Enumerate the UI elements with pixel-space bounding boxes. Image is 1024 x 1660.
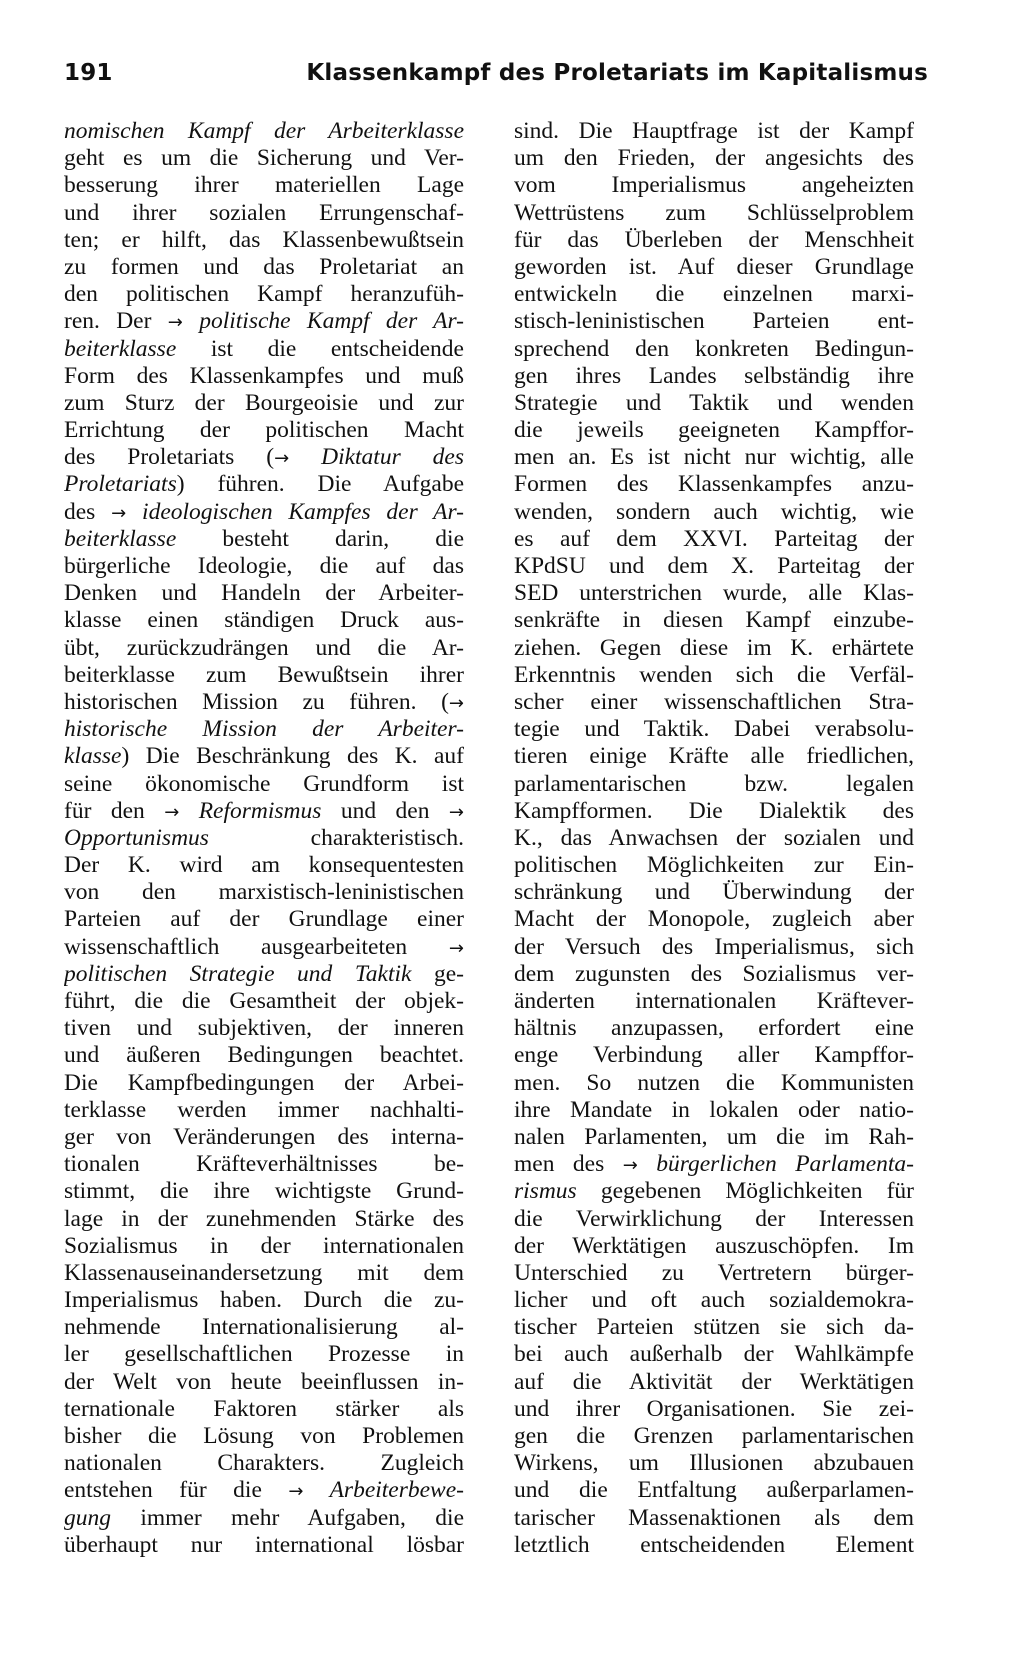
- text-segment: nehmende Internationalisierung al-: [64, 1314, 464, 1341]
- text-segment: der Werktätigen auszuschöpfen. Im: [514, 1232, 914, 1259]
- text-segment: schränkung und Überwindung der: [514, 879, 914, 906]
- text-line: [514, 607, 914, 634]
- italic-term: politische Kampf der Ar-: [182, 308, 464, 335]
- text-segment: ge-: [411, 960, 464, 987]
- text-segment: ist die entscheidende: [176, 335, 464, 362]
- text-segment: und den: [321, 797, 449, 824]
- text-segment: entstehen für die: [64, 1477, 289, 1504]
- text-line: [514, 363, 914, 390]
- text-line: [64, 689, 464, 716]
- text-segment: bei auch außerhalb der Wahlkämpfe: [514, 1341, 914, 1368]
- running-title: Klassenkampf des Proletariats im Kapitalismus: [306, 60, 928, 86]
- text-line: [514, 635, 914, 662]
- text-line: [514, 444, 914, 471]
- italic-term: beiterklasse: [64, 525, 177, 552]
- text-line: [514, 1015, 914, 1042]
- text-line: [64, 906, 464, 933]
- text-line: [64, 771, 464, 798]
- text-segment: Erkenntnis wenden sich die Verfäl-: [514, 661, 914, 688]
- text-segment: geworden ist. Auf dieser Grundlage: [514, 253, 914, 280]
- text-segment: und die Entfaltung außerparlamen-: [514, 1477, 914, 1504]
- text-line: [64, 1532, 464, 1559]
- text-line: [64, 200, 464, 227]
- text-segment: führt, die die Gesamtheit der objek-: [64, 988, 464, 1014]
- text-segment: wenden, sondern auch wichtig, wie: [514, 498, 914, 525]
- text-segment: charakteristisch.: [208, 824, 464, 851]
- text-line: [514, 771, 914, 798]
- text-line: [64, 499, 464, 526]
- text-line: [514, 1314, 914, 1341]
- text-segment: gegebenen Möglichkeiten für: [576, 1178, 914, 1205]
- text-segment: Wettrüstens zum Schlüsselproblem: [514, 199, 914, 226]
- text-segment: bisher die Lösung von Problemen: [64, 1423, 464, 1449]
- text-line: [64, 961, 464, 988]
- text-segment: tegie und Taktik. Dabei verabsolu-: [514, 716, 914, 743]
- text-segment: Strategie und Taktik und wenden: [514, 389, 914, 416]
- text-segment: Die Kampfbedingungen der Arbei-: [64, 1069, 464, 1096]
- text-line: [514, 1287, 914, 1314]
- text-line: [64, 798, 464, 825]
- text-segment: von den marxistisch-leninistischen: [64, 879, 464, 906]
- italic-term: beiterklasse: [64, 335, 177, 362]
- text-line: [64, 444, 464, 471]
- cross-reference-arrow-icon: →: [111, 502, 127, 524]
- italic-term: Proletariats: [64, 471, 177, 498]
- text-line: [514, 798, 914, 825]
- text-line: [64, 1477, 464, 1504]
- text-line: [514, 689, 914, 716]
- text-segment: Sozialismus in der internationalen: [64, 1232, 464, 1259]
- text-segment: ternationale Faktoren stärker als: [64, 1395, 464, 1422]
- text-segment: es auf dem XXVI. Parteitag der: [514, 525, 914, 552]
- text-segment: Errichtung der politischen Macht: [64, 417, 464, 444]
- text-line: [64, 743, 464, 770]
- text-segment: ) Die Beschränkung des K. auf: [121, 743, 464, 770]
- text-line: [514, 1369, 914, 1396]
- text-segment: bürgerliche Ideologie, die auf das: [64, 553, 464, 579]
- text-segment: letztlich entscheidenden Element: [514, 1531, 914, 1558]
- text-line: [514, 716, 914, 743]
- italic-term: nomischen Kampf der Arbeiterklasse: [64, 118, 464, 144]
- text-line: [64, 227, 464, 254]
- text-segment: änderten internationalen Kräftever-: [514, 988, 914, 1014]
- text-line: [514, 499, 914, 526]
- text-segment: vom Imperialismus angeheizten: [514, 172, 914, 199]
- text-line: [514, 1206, 914, 1233]
- text-line: [514, 1450, 914, 1477]
- text-line: [64, 1450, 464, 1477]
- page-number: 191: [64, 60, 113, 86]
- text-segment: übt, zurückzudrängen und die Ar-: [64, 634, 464, 661]
- text-line: [514, 118, 914, 145]
- text-segment: sind. Die Hauptfrage ist der Kampf: [514, 118, 914, 144]
- cross-reference-arrow-icon: →: [288, 1481, 304, 1503]
- text-line: [64, 417, 464, 444]
- text-line: [64, 1070, 464, 1097]
- text-segment: K., das Anwachsen der sozialen und: [514, 824, 914, 851]
- text-segment: den politischen Kampf heranzufüh-: [64, 281, 464, 308]
- text-line: [64, 1097, 464, 1124]
- text-line: [64, 934, 464, 961]
- text-segment: hältnis anzupassen, erfordert eine: [514, 1015, 914, 1042]
- text-segment: Denken und Handeln der Arbeiter-: [64, 580, 464, 607]
- text-line: [514, 879, 914, 906]
- text-line: [64, 1287, 464, 1314]
- page-header: [64, 60, 928, 96]
- text-line: [514, 308, 914, 335]
- text-segment: Macht der Monopole, zugleich aber: [514, 906, 914, 933]
- text-segment: tieren einige Kräfte alle friedlichen,: [514, 743, 914, 770]
- italic-term: ideologischen Kampfes der Ar-: [126, 498, 464, 525]
- left-text-column: [64, 118, 464, 1559]
- text-line: [64, 580, 464, 607]
- text-line: [514, 1260, 914, 1287]
- text-line: [64, 1042, 464, 1069]
- text-line: [514, 145, 914, 172]
- italic-term: rismus: [514, 1178, 577, 1205]
- text-segment: Form des Klassenkampfes und muß: [64, 362, 464, 389]
- text-line: [64, 526, 464, 553]
- text-segment: der Welt von heute beeinflussen in-: [64, 1368, 464, 1395]
- text-segment: sprechend den konkreten Bedingun-: [514, 335, 914, 362]
- text-segment: tischer Parteien stützen sie sich da-: [514, 1314, 914, 1341]
- text-line: [514, 526, 914, 553]
- text-line: [514, 281, 914, 308]
- right-text-column: [514, 118, 914, 1559]
- text-segment: zu formen und das Proletariat an: [64, 253, 464, 280]
- text-segment: Formen des Klassenkampfes anzu-: [514, 471, 914, 498]
- text-segment: ger von Veränderungen des interna-: [64, 1123, 464, 1150]
- text-segment: ) führen. Die Aufgabe: [176, 471, 464, 498]
- text-line: [64, 1369, 464, 1396]
- text-line: [514, 1423, 914, 1450]
- text-line: [514, 743, 914, 770]
- text-segment: überhaupt nur international lösbar: [64, 1531, 464, 1558]
- text-segment: und ihrer Organisationen. Sie zei-: [514, 1395, 914, 1422]
- text-segment: des Proletariats (: [64, 444, 275, 471]
- cross-reference-arrow-icon: →: [622, 1155, 638, 1177]
- cross-reference-arrow-icon: →: [448, 692, 464, 714]
- text-line: [64, 336, 464, 363]
- text-segment: politischen Möglichkeiten zur Ein-: [514, 852, 914, 879]
- text-line: [64, 172, 464, 199]
- text-line: [514, 172, 914, 199]
- text-line: [64, 852, 464, 879]
- text-segment: ren. Der: [64, 308, 168, 335]
- text-line: [514, 961, 914, 988]
- text-segment: für das Überleben der Menschheit: [514, 226, 914, 253]
- italic-term: bürgerlichen Parlamenta-: [637, 1151, 914, 1178]
- text-line: [514, 1477, 914, 1504]
- text-segment: dem zugunsten des Sozialismus ver-: [514, 960, 914, 987]
- text-line: [64, 825, 464, 852]
- text-line: [514, 336, 914, 363]
- text-line: [64, 471, 464, 498]
- text-line: [64, 553, 464, 580]
- text-line: [514, 825, 914, 852]
- text-segment: ihre Mandate in lokalen oder natio-: [514, 1096, 914, 1123]
- text-segment: tiven und subjektiven, der inneren: [64, 1015, 464, 1042]
- text-segment: stimmt, die ihre wichtigste Grund-: [64, 1178, 464, 1205]
- text-segment: Unterschied zu Vertretern bürger-: [514, 1259, 914, 1286]
- text-line: [64, 662, 464, 689]
- text-segment: zum Sturz der Bourgeoisie und zur: [64, 389, 464, 416]
- text-segment: für den: [64, 797, 165, 824]
- text-segment: men an. Es ist nicht nur wichtig, alle: [514, 444, 914, 471]
- text-line: [64, 118, 464, 145]
- text-segment: SED unterstrichen wurde, alle Klas-: [514, 580, 914, 607]
- text-segment: Der K. wird am konsequentesten: [64, 852, 464, 879]
- text-segment: Wirkens, um Illusionen abzubauen: [514, 1450, 914, 1477]
- cross-reference-arrow-icon: →: [164, 801, 180, 823]
- text-line: [514, 417, 914, 444]
- text-segment: der Versuch des Imperialismus, sich: [514, 933, 914, 960]
- text-line: [514, 471, 914, 498]
- text-line: [514, 1124, 914, 1151]
- cross-reference-arrow-icon: →: [448, 801, 464, 823]
- text-segment: men. So nutzen die Kommunisten: [514, 1069, 914, 1096]
- text-line: [514, 1233, 914, 1260]
- text-line: [64, 308, 464, 335]
- text-line: [514, 988, 914, 1015]
- text-line: [64, 1396, 464, 1423]
- text-line: [514, 1341, 914, 1368]
- cross-reference-arrow-icon: →: [448, 937, 464, 959]
- text-segment: geht es um die Sicherung und Ver-: [64, 145, 464, 172]
- text-segment: tionalen Kräfteverhältnisses be-: [64, 1151, 464, 1178]
- text-segment: ler gesellschaftlichen Prozesse in: [64, 1341, 464, 1368]
- cross-reference-arrow-icon: →: [274, 448, 290, 470]
- text-line: [514, 1151, 914, 1178]
- text-segment: Kampfformen. Die Dialektik des: [514, 797, 914, 824]
- text-segment: seine ökonomische Grundform ist: [64, 770, 464, 797]
- text-segment: Parteien auf der Grundlage einer: [64, 906, 464, 933]
- text-line: [514, 934, 914, 961]
- text-segment: parlamentarischen bzw. legalen: [514, 770, 914, 797]
- text-line: [64, 1314, 464, 1341]
- text-line: [64, 635, 464, 662]
- text-segment: Imperialismus haben. Durch die zu-: [64, 1287, 464, 1314]
- text-segment: nalen Parlamenten, um die im Rah-: [514, 1123, 914, 1150]
- text-line: [64, 1151, 464, 1178]
- text-line: [64, 1206, 464, 1233]
- text-line: [514, 390, 914, 417]
- text-segment: terklasse werden immer nachhalti-: [64, 1096, 464, 1123]
- text-line: [64, 281, 464, 308]
- italic-term: klasse: [64, 743, 122, 770]
- text-line: [514, 227, 914, 254]
- text-line: [514, 553, 914, 580]
- cross-reference-arrow-icon: →: [167, 312, 183, 334]
- text-line: [514, 1532, 914, 1559]
- italic-term: gung: [64, 1504, 111, 1531]
- text-segment: auf die Aktivität der Werktätigen: [514, 1368, 914, 1395]
- italic-term: historische Mission der Arbeiter-: [64, 716, 464, 743]
- text-line: [64, 390, 464, 417]
- text-segment: tarischer Massenaktionen als dem: [514, 1504, 914, 1531]
- text-segment: gen die Grenzen parlamentarischen: [514, 1423, 914, 1449]
- text-segment: die Verwirklichung der Interessen: [514, 1205, 914, 1232]
- italic-term: Reformismus: [179, 797, 322, 824]
- italic-term: Arbeiterbewe-: [303, 1477, 464, 1504]
- text-segment: lage in der zunehmenden Stärke des: [64, 1205, 464, 1232]
- text-segment: licher und oft auch sozialdemokra-: [514, 1287, 914, 1314]
- text-line: [64, 1233, 464, 1260]
- text-segment: stisch-leninistischen Parteien ent-: [514, 308, 914, 335]
- text-line: [514, 662, 914, 689]
- text-line: [64, 879, 464, 906]
- text-segment: gen ihres Landes selbständig ihre: [514, 362, 914, 389]
- text-line: [514, 1396, 914, 1423]
- text-line: [64, 1341, 464, 1368]
- text-segment: KPdSU und dem X. Parteitag der: [514, 553, 914, 579]
- italic-term: politischen Strategie und Taktik: [64, 960, 412, 987]
- text-line: [514, 1178, 914, 1205]
- text-line: [514, 254, 914, 281]
- text-segment: Klassenauseinandersetzung mit dem: [64, 1259, 464, 1286]
- text-line: [64, 607, 464, 634]
- text-line: [64, 1505, 464, 1532]
- text-line: [64, 716, 464, 743]
- text-line: [64, 1015, 464, 1042]
- italic-term: Opportunismus: [64, 824, 209, 851]
- text-line: [514, 906, 914, 933]
- text-segment: des: [64, 498, 112, 525]
- text-segment: ten; er hilft, das Klassenbewußtsein: [64, 226, 464, 253]
- text-segment: besteht darin, die: [176, 525, 464, 552]
- text-line: [64, 1178, 464, 1205]
- text-line: [64, 254, 464, 281]
- text-line: [64, 145, 464, 172]
- text-line: [64, 988, 464, 1015]
- text-segment: wissenschaftlich ausgearbeiteten: [64, 933, 449, 960]
- text-segment: besserung ihrer materiellen Lage: [64, 172, 464, 199]
- text-segment: und äußeren Bedingungen beachtet.: [64, 1042, 464, 1069]
- text-segment: beiterklasse zum Bewußtsein ihrer: [64, 661, 464, 688]
- text-line: [514, 1070, 914, 1097]
- text-line: [64, 1423, 464, 1450]
- text-segment: um den Frieden, der angesichts des: [514, 145, 914, 172]
- text-segment: klasse einen ständigen Druck aus-: [64, 607, 464, 634]
- text-line: [514, 200, 914, 227]
- text-line: [64, 1124, 464, 1151]
- text-segment: enge Verbindung aller Kampffor-: [514, 1042, 914, 1069]
- text-segment: men des: [514, 1151, 623, 1178]
- text-segment: und ihrer sozialen Errungenschaf-: [64, 199, 464, 226]
- text-line: [514, 580, 914, 607]
- text-segment: historischen Mission zu führen. (: [64, 688, 449, 715]
- text-line: [514, 1042, 914, 1069]
- text-line: [514, 852, 914, 879]
- text-segment: senkräfte in diesen Kampf einzube-: [514, 607, 914, 634]
- text-line: [64, 363, 464, 390]
- text-line: [514, 1505, 914, 1532]
- italic-term: Diktatur des: [289, 444, 464, 471]
- text-segment: ziehen. Gegen diese im K. erhärtete: [514, 634, 914, 661]
- text-segment: die jeweils geeigneten Kampffor-: [514, 417, 914, 444]
- text-line: [64, 1260, 464, 1287]
- text-segment: entwickeln die einzelnen marxi-: [514, 281, 914, 308]
- text-segment: immer mehr Aufgaben, die: [111, 1504, 464, 1531]
- text-line: [514, 1097, 914, 1124]
- text-segment: nationalen Charakters. Zugleich: [64, 1450, 464, 1477]
- text-segment: scher einer wissenschaftlichen Stra-: [514, 688, 914, 715]
